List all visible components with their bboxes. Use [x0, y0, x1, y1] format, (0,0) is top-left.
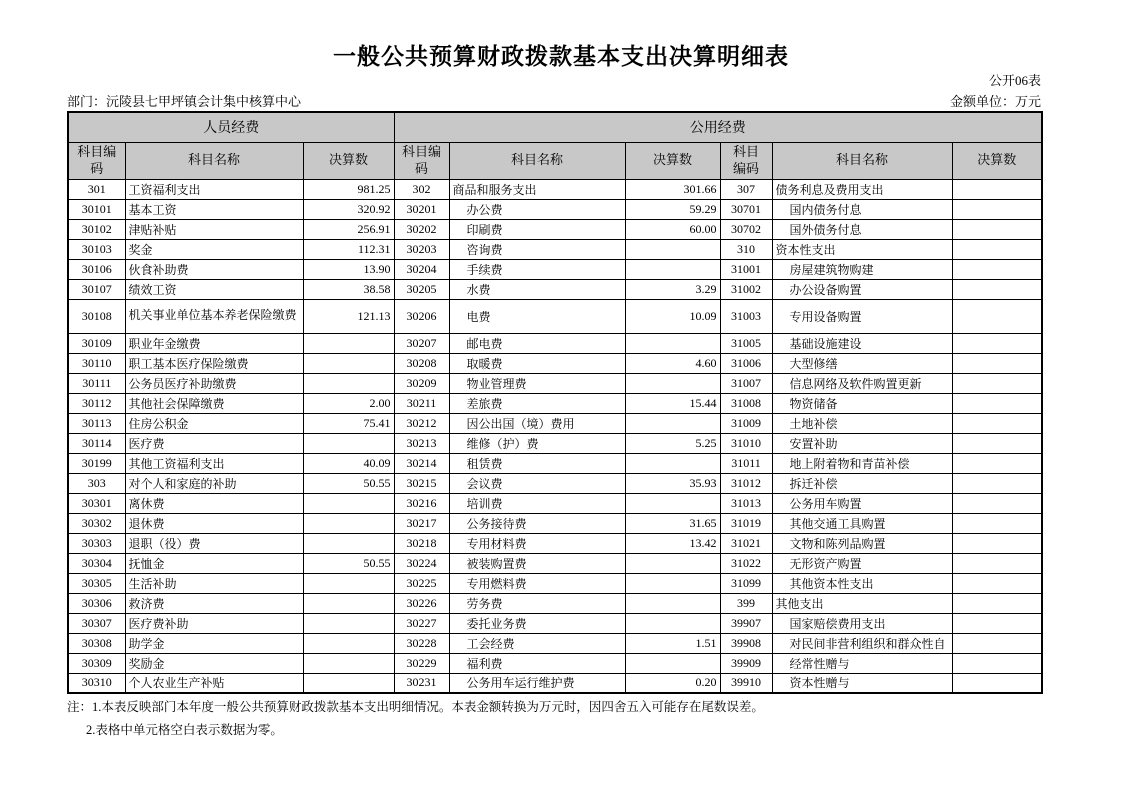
cell-name: 办公设备购置 — [772, 279, 952, 299]
cell-code: 30199 — [68, 453, 125, 473]
cell-code: 31002 — [720, 279, 772, 299]
column-header-subject-name-1: 科目名称 — [125, 142, 303, 179]
cell-val: 1.51 — [625, 633, 720, 653]
cell-val: 0.20 — [625, 673, 720, 693]
cell-val: 75.41 — [303, 413, 394, 433]
cell-code: 307 — [720, 179, 772, 199]
cell-val — [952, 633, 1042, 653]
table-row — [68, 473, 1042, 493]
cell-val — [952, 573, 1042, 593]
cell-val — [303, 613, 394, 633]
cell-name: 奖金 — [125, 239, 303, 259]
cell-code: 30229 — [394, 653, 449, 673]
table-row — [68, 179, 1042, 199]
cell-val — [625, 373, 720, 393]
cell-name: 抚恤金 — [125, 553, 303, 573]
cell-code: 30228 — [394, 633, 449, 653]
cell-name: 资本性赠与 — [772, 673, 952, 693]
cell-name: 救济费 — [125, 593, 303, 613]
cell-val — [952, 533, 1042, 553]
cell-code: 30211 — [394, 393, 449, 413]
cell-val — [303, 513, 394, 533]
cell-name: 劳务费 — [449, 593, 625, 613]
cell-code: 31011 — [720, 453, 772, 473]
cell-code: 30212 — [394, 413, 449, 433]
budget-table — [67, 111, 1043, 694]
cell-code: 30102 — [68, 219, 125, 239]
cell-val — [952, 259, 1042, 279]
cell-val — [303, 653, 394, 673]
cell-name: 公务用车运行维护费 — [449, 673, 625, 693]
cell-name: 信息网络及软件购置更新 — [772, 373, 952, 393]
cell-name: 公务用车购置 — [772, 493, 952, 513]
cell-name: 对个人和家庭的补助 — [125, 473, 303, 493]
cell-name: 咨询费 — [449, 239, 625, 259]
table-row — [68, 333, 1042, 353]
cell-code: 31009 — [720, 413, 772, 433]
cell-name: 工资福利支出 — [125, 179, 303, 199]
table-row — [68, 239, 1042, 259]
table-row — [68, 299, 1042, 333]
cell-name: 个人农业生产补贴 — [125, 673, 303, 693]
department-label: 部门：沅陵县七甲坪镇会计集中核算中心 — [67, 94, 302, 109]
cell-name: 其他社会保障缴费 — [125, 393, 303, 413]
cell-val — [303, 353, 394, 373]
table-row — [68, 393, 1042, 413]
notes — [67, 696, 764, 741]
cell-name: 退休费 — [125, 513, 303, 533]
table-row — [68, 259, 1042, 279]
cell-name: 助学金 — [125, 633, 303, 653]
table-row — [68, 219, 1042, 239]
cell-name: 物业管理费 — [449, 373, 625, 393]
cell-name: 伙食补助费 — [125, 259, 303, 279]
cell-name: 取暖费 — [449, 353, 625, 373]
cell-code: 30106 — [68, 259, 125, 279]
page-title: 一般公共预算财政拨款基本支出决算明细表 — [333, 44, 789, 69]
cell-name: 其他资本性支出 — [772, 573, 952, 593]
cell-name: 文物和陈列品购置 — [772, 533, 952, 553]
cell-code: 30304 — [68, 553, 125, 573]
cell-name: 商品和服务支出 — [449, 179, 625, 199]
cell-name: 住房公积金 — [125, 413, 303, 433]
cell-val: 3.29 — [625, 279, 720, 299]
cell-code: 30215 — [394, 473, 449, 493]
cell-code: 31022 — [720, 553, 772, 573]
cell-val: 4.60 — [625, 353, 720, 373]
cell-code: 31008 — [720, 393, 772, 413]
cell-val: 981.25 — [303, 179, 394, 199]
cell-name: 职工基本医疗保险缴费 — [125, 353, 303, 373]
column-header-row — [68, 142, 1042, 179]
cell-name: 其他支出 — [772, 593, 952, 613]
table-row — [68, 553, 1042, 573]
cell-name: 土地补偿 — [772, 413, 952, 433]
table-row — [68, 513, 1042, 533]
cell-code: 30231 — [394, 673, 449, 693]
table-row — [68, 533, 1042, 553]
cell-name: 津贴补贴 — [125, 219, 303, 239]
cell-code: 30227 — [394, 613, 449, 633]
group-header-public-funds: 公用经费 — [394, 112, 1042, 142]
cell-name: 其他交通工具购置 — [772, 513, 952, 533]
cell-val: 31.65 — [625, 513, 720, 533]
cell-val: 10.09 — [625, 299, 720, 333]
group-header-row — [68, 112, 1042, 142]
cell-name: 物资储备 — [772, 393, 952, 413]
cell-code: 31006 — [720, 353, 772, 373]
cell-name: 福利费 — [449, 653, 625, 673]
cell-code: 31010 — [720, 433, 772, 453]
table-row — [68, 493, 1042, 513]
cell-name: 债务利息及费用支出 — [772, 179, 952, 199]
cell-code: 30207 — [394, 333, 449, 353]
cell-code: 30702 — [720, 219, 772, 239]
cell-name: 国内债务付息 — [772, 199, 952, 219]
cell-code: 30305 — [68, 573, 125, 593]
table-row — [68, 413, 1042, 433]
note-line-1: 注：1.本表反映部门本年度一般公共预算财政拨款基本支出明细情况。本表金额转换为万元时，因四舍五入可能存在尾数误差。 — [67, 700, 764, 714]
cell-val — [952, 593, 1042, 613]
cell-code: 31001 — [720, 259, 772, 279]
cell-val — [952, 353, 1042, 373]
cell-name: 会议费 — [449, 473, 625, 493]
column-header-final-amount-3: 决算数 — [952, 142, 1042, 179]
cell-name: 安置补助 — [772, 433, 952, 453]
cell-name: 办公费 — [449, 199, 625, 219]
cell-name: 手续费 — [449, 259, 625, 279]
cell-code: 399 — [720, 593, 772, 613]
cell-code: 30113 — [68, 413, 125, 433]
cell-name: 专用材料费 — [449, 533, 625, 553]
cell-code: 30112 — [68, 393, 125, 413]
table-row — [68, 613, 1042, 633]
column-header-subject-name-3: 科目名称 — [772, 142, 952, 179]
cell-val: 60.00 — [625, 219, 720, 239]
cell-name: 国家赔偿费用支出 — [772, 613, 952, 633]
cell-val — [625, 493, 720, 513]
cell-val — [625, 259, 720, 279]
cell-val — [952, 673, 1042, 693]
cell-name: 退职（役）费 — [125, 533, 303, 553]
cell-val — [625, 613, 720, 633]
cell-code: 31003 — [720, 299, 772, 333]
cell-code: 30308 — [68, 633, 125, 653]
cell-code: 303 — [68, 473, 125, 493]
cell-name: 无形资产购置 — [772, 553, 952, 573]
cell-val: 13.42 — [625, 533, 720, 553]
cell-val — [952, 453, 1042, 473]
cell-name: 工会经费 — [449, 633, 625, 653]
cell-val: 35.93 — [625, 473, 720, 493]
table-row — [68, 653, 1042, 673]
cell-code: 310 — [720, 239, 772, 259]
cell-code: 30302 — [68, 513, 125, 533]
cell-val — [303, 333, 394, 353]
cell-name: 被装购置费 — [449, 553, 625, 573]
cell-code: 30701 — [720, 199, 772, 219]
cell-code: 30110 — [68, 353, 125, 373]
cell-val — [952, 513, 1042, 533]
cell-val — [952, 553, 1042, 573]
cell-val: 59.29 — [625, 199, 720, 219]
cell-val — [303, 433, 394, 453]
table-row — [68, 573, 1042, 593]
cell-name: 委托业务费 — [449, 613, 625, 633]
cell-name: 机关事业单位基本养老保险缴费 — [125, 299, 303, 333]
cell-code: 30306 — [68, 593, 125, 613]
cell-code: 31005 — [720, 333, 772, 353]
cell-val: 50.55 — [303, 473, 394, 493]
cell-val — [952, 473, 1042, 493]
cell-val — [303, 573, 394, 593]
cell-val — [952, 239, 1042, 259]
cell-val — [303, 673, 394, 693]
cell-val — [952, 279, 1042, 299]
cell-code: 30205 — [394, 279, 449, 299]
cell-code: 39909 — [720, 653, 772, 673]
cell-code: 30218 — [394, 533, 449, 553]
cell-val — [625, 413, 720, 433]
cell-code: 30103 — [68, 239, 125, 259]
cell-code: 30114 — [68, 433, 125, 453]
cell-val — [625, 453, 720, 473]
cell-code: 30111 — [68, 373, 125, 393]
cell-val: 38.58 — [303, 279, 394, 299]
cell-name: 水费 — [449, 279, 625, 299]
cell-code: 30208 — [394, 353, 449, 373]
cell-val: 112.31 — [303, 239, 394, 259]
cell-val — [952, 299, 1042, 333]
cell-code: 30301 — [68, 493, 125, 513]
cell-code: 30209 — [394, 373, 449, 393]
cell-code: 30201 — [394, 199, 449, 219]
cell-name: 其他工资福利支出 — [125, 453, 303, 473]
cell-code: 30206 — [394, 299, 449, 333]
cell-val — [952, 413, 1042, 433]
table-row — [68, 373, 1042, 393]
cell-code: 39907 — [720, 613, 772, 633]
cell-code: 39910 — [720, 673, 772, 693]
cell-name: 电费 — [449, 299, 625, 333]
cell-name: 资本性支出 — [772, 239, 952, 259]
meta-row — [67, 91, 1041, 110]
cell-name: 医疗费补助 — [125, 613, 303, 633]
amount-unit-label: 金额单位：万元 — [949, 94, 1041, 109]
cell-val — [625, 239, 720, 259]
cell-code: 39908 — [720, 633, 772, 653]
cell-name: 基本工资 — [125, 199, 303, 219]
cell-name: 绩效工资 — [125, 279, 303, 299]
table-row — [68, 453, 1042, 473]
cell-name: 租赁费 — [449, 453, 625, 473]
cell-code: 30214 — [394, 453, 449, 473]
table-row — [68, 279, 1042, 299]
cell-val: 5.25 — [625, 433, 720, 453]
cell-name: 印刷费 — [449, 219, 625, 239]
cell-name: 离休费 — [125, 493, 303, 513]
cell-val — [625, 333, 720, 353]
cell-val — [952, 613, 1042, 633]
cell-name: 生活补助 — [125, 573, 303, 593]
cell-code: 31012 — [720, 473, 772, 493]
cell-val: 320.92 — [303, 199, 394, 219]
cell-val — [303, 633, 394, 653]
cell-val: 301.66 — [625, 179, 720, 199]
cell-name: 对民间非营利组织和群众性自 — [772, 633, 952, 653]
cell-name: 基础设施建设 — [772, 333, 952, 353]
cell-code: 31007 — [720, 373, 772, 393]
cell-val — [952, 179, 1042, 199]
cell-name: 邮电费 — [449, 333, 625, 353]
cell-val — [303, 593, 394, 613]
cell-code: 31099 — [720, 573, 772, 593]
cell-code: 30216 — [394, 493, 449, 513]
cell-val — [952, 653, 1042, 673]
table-row — [68, 633, 1042, 653]
cell-name: 公务接待费 — [449, 513, 625, 533]
cell-val — [303, 533, 394, 553]
cell-name: 国外债务付息 — [772, 219, 952, 239]
cell-code: 30109 — [68, 333, 125, 353]
cell-code: 30107 — [68, 279, 125, 299]
cell-code: 31021 — [720, 533, 772, 553]
cell-val: 40.09 — [303, 453, 394, 473]
column-header-subject-code-2: 科目编码 — [394, 142, 449, 179]
cell-code: 30202 — [394, 219, 449, 239]
cell-name: 房屋建筑物购建 — [772, 259, 952, 279]
table-row — [68, 593, 1042, 613]
cell-code: 31019 — [720, 513, 772, 533]
group-header-personnel-funds: 人员经费 — [68, 112, 394, 142]
column-header-subject-code-1: 科目编码 — [68, 142, 125, 179]
cell-val — [952, 219, 1042, 239]
cell-val — [952, 373, 1042, 393]
column-header-final-amount-2: 决算数 — [625, 142, 720, 179]
table-body — [68, 179, 1042, 693]
cell-name: 维修（护）费 — [449, 433, 625, 453]
cell-name: 因公出国（境）费用 — [449, 413, 625, 433]
cell-name: 经常性赠与 — [772, 653, 952, 673]
cell-code: 30108 — [68, 299, 125, 333]
column-header-subject-code-3: 科目编码 — [720, 142, 772, 179]
cell-val — [625, 593, 720, 613]
cell-code: 30224 — [394, 553, 449, 573]
table-row — [68, 433, 1042, 453]
cell-val — [303, 493, 394, 513]
cell-name: 专用设备购置 — [772, 299, 952, 333]
cell-code: 30213 — [394, 433, 449, 453]
cell-val — [625, 553, 720, 573]
cell-name: 地上附着物和青苗补偿 — [772, 453, 952, 473]
cell-code: 302 — [394, 179, 449, 199]
cell-name: 大型修缮 — [772, 353, 952, 373]
cell-val — [303, 373, 394, 393]
cell-val: 2.00 — [303, 393, 394, 413]
column-header-final-amount-1: 决算数 — [303, 142, 394, 179]
cell-val — [625, 653, 720, 673]
cell-code: 30226 — [394, 593, 449, 613]
cell-code: 30217 — [394, 513, 449, 533]
cell-code: 30204 — [394, 259, 449, 279]
cell-code: 30101 — [68, 199, 125, 219]
cell-val — [952, 433, 1042, 453]
cell-val — [625, 573, 720, 593]
cell-code: 30203 — [394, 239, 449, 259]
cell-code: 30310 — [68, 673, 125, 693]
cell-val: 50.55 — [303, 553, 394, 573]
cell-code: 30307 — [68, 613, 125, 633]
cell-val: 256.91 — [303, 219, 394, 239]
cell-name: 培训费 — [449, 493, 625, 513]
cell-name: 奖励金 — [125, 653, 303, 673]
cell-code: 301 — [68, 179, 125, 199]
cell-name: 差旅费 — [449, 393, 625, 413]
cell-val: 121.13 — [303, 299, 394, 333]
cell-val — [952, 199, 1042, 219]
cell-name: 拆迁补偿 — [772, 473, 952, 493]
form-number-label: 公开06表 — [988, 73, 1041, 88]
cell-val — [952, 333, 1042, 353]
cell-code: 31013 — [720, 493, 772, 513]
column-header-subject-name-2: 科目名称 — [449, 142, 625, 179]
table-row — [68, 353, 1042, 373]
cell-val: 13.90 — [303, 259, 394, 279]
note-line-2: 2.表格中单元格空白表示数据为零。 — [86, 722, 283, 737]
cell-val — [952, 393, 1042, 413]
cell-val: 15.44 — [625, 393, 720, 413]
cell-name: 职业年金缴费 — [125, 333, 303, 353]
cell-val — [952, 493, 1042, 513]
cell-name: 专用燃料费 — [449, 573, 625, 593]
cell-name: 医疗费 — [125, 433, 303, 453]
table-row — [68, 673, 1042, 693]
cell-code: 30303 — [68, 533, 125, 553]
cell-code: 30225 — [394, 573, 449, 593]
table-row — [68, 199, 1042, 219]
cell-code: 30309 — [68, 653, 125, 673]
cell-name: 公务员医疗补助缴费 — [125, 373, 303, 393]
